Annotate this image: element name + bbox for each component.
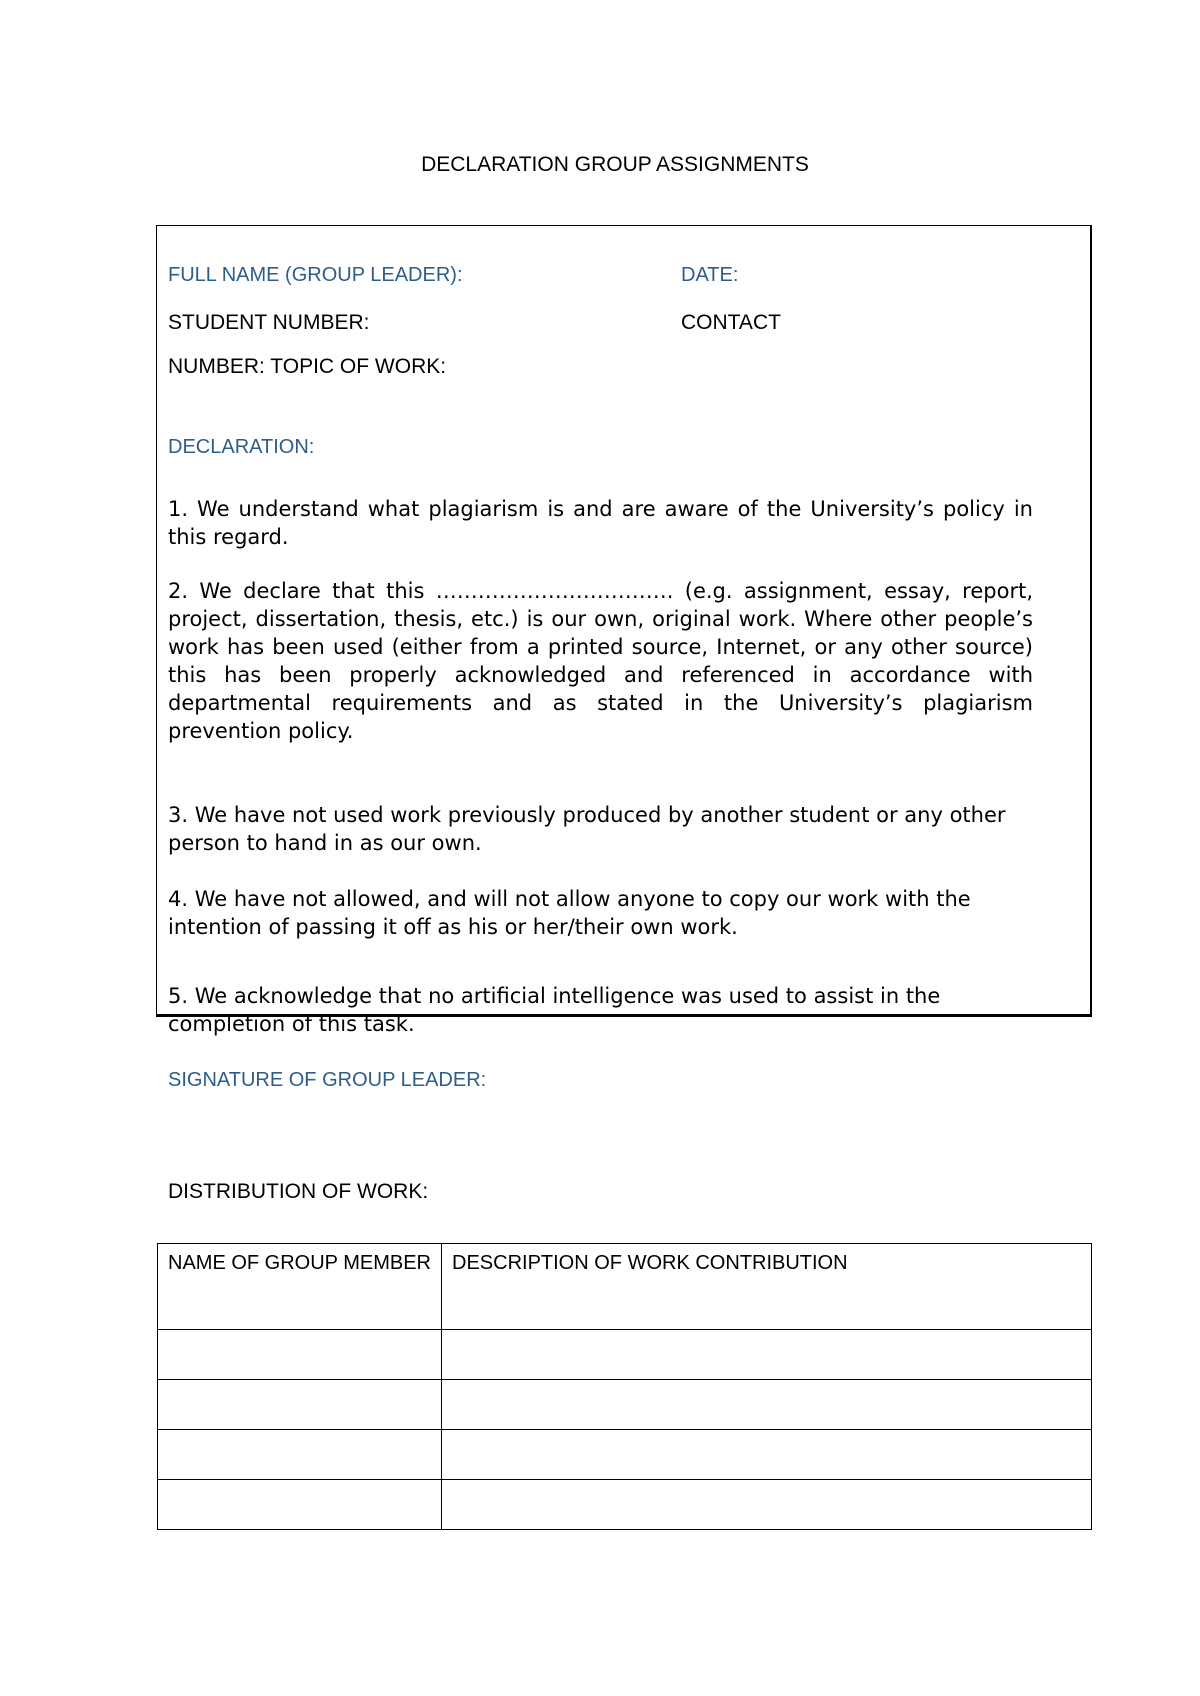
work-description-cell[interactable] <box>442 1430 1092 1480</box>
page-title: DECLARATION GROUP ASSIGNMENTS <box>421 153 809 176</box>
member-name-cell[interactable] <box>158 1330 442 1380</box>
table-row <box>158 1380 1092 1430</box>
work-description-cell[interactable] <box>442 1330 1092 1380</box>
date-label: DATE: <box>681 264 739 286</box>
declaration-item-5: 5. We acknowledge that no artificial intelligence was used to assist in the completion of this task. <box>168 984 941 1036</box>
work-description-cell[interactable] <box>442 1480 1092 1530</box>
declaration-heading: DECLARATION: <box>168 436 315 458</box>
full-name-label: FULL NAME (GROUP LEADER): <box>168 264 463 286</box>
member-name-cell[interactable] <box>158 1380 442 1430</box>
distribution-table <box>157 1243 1092 1530</box>
table-row <box>158 1480 1092 1530</box>
col-header-name: NAME OF GROUP MEMBER <box>158 1244 442 1330</box>
member-name-cell[interactable] <box>158 1430 442 1480</box>
signature-label: SIGNATURE OF GROUP LEADER: <box>168 1069 487 1091</box>
member-name-cell[interactable] <box>158 1480 442 1530</box>
declaration-item-3: 3. We have not used work previously produced by another student or any other person to hand in as our own. <box>168 803 1006 855</box>
student-number-label: STUDENT NUMBER: <box>168 311 370 334</box>
work-description-cell[interactable] <box>442 1380 1092 1430</box>
contact-label: CONTACT <box>681 311 781 334</box>
table-header-row <box>158 1244 1092 1330</box>
number-topic-label: NUMBER: TOPIC OF WORK: <box>168 355 447 378</box>
table-row <box>158 1330 1092 1380</box>
col-header-description: DESCRIPTION OF WORK CONTRIBUTION <box>442 1244 1092 1330</box>
declaration-item-2: 2. We declare that this ……………………………. (e.g. assignment, essay, report, project, dissertation, thesis, etc.) is our own, original work. Where other people’s work has been used (either from a printed source, Internet, or any other source) this has been properly acknowledged and referenced in accordance with departmental requirements and as stated in the University’s plagiarism prevention policy. <box>168 579 1033 743</box>
table-row <box>158 1430 1092 1480</box>
declaration-item-1: 1. We understand what plagiarism is and are aware of the University’s policy in this regard. <box>168 497 1033 549</box>
distribution-heading: DISTRIBUTION OF WORK: <box>168 1180 429 1203</box>
declaration-item-4: 4. We have not allowed, and will not allow anyone to copy our work with the intention of passing it off as his or her/their own work. <box>168 887 971 939</box>
